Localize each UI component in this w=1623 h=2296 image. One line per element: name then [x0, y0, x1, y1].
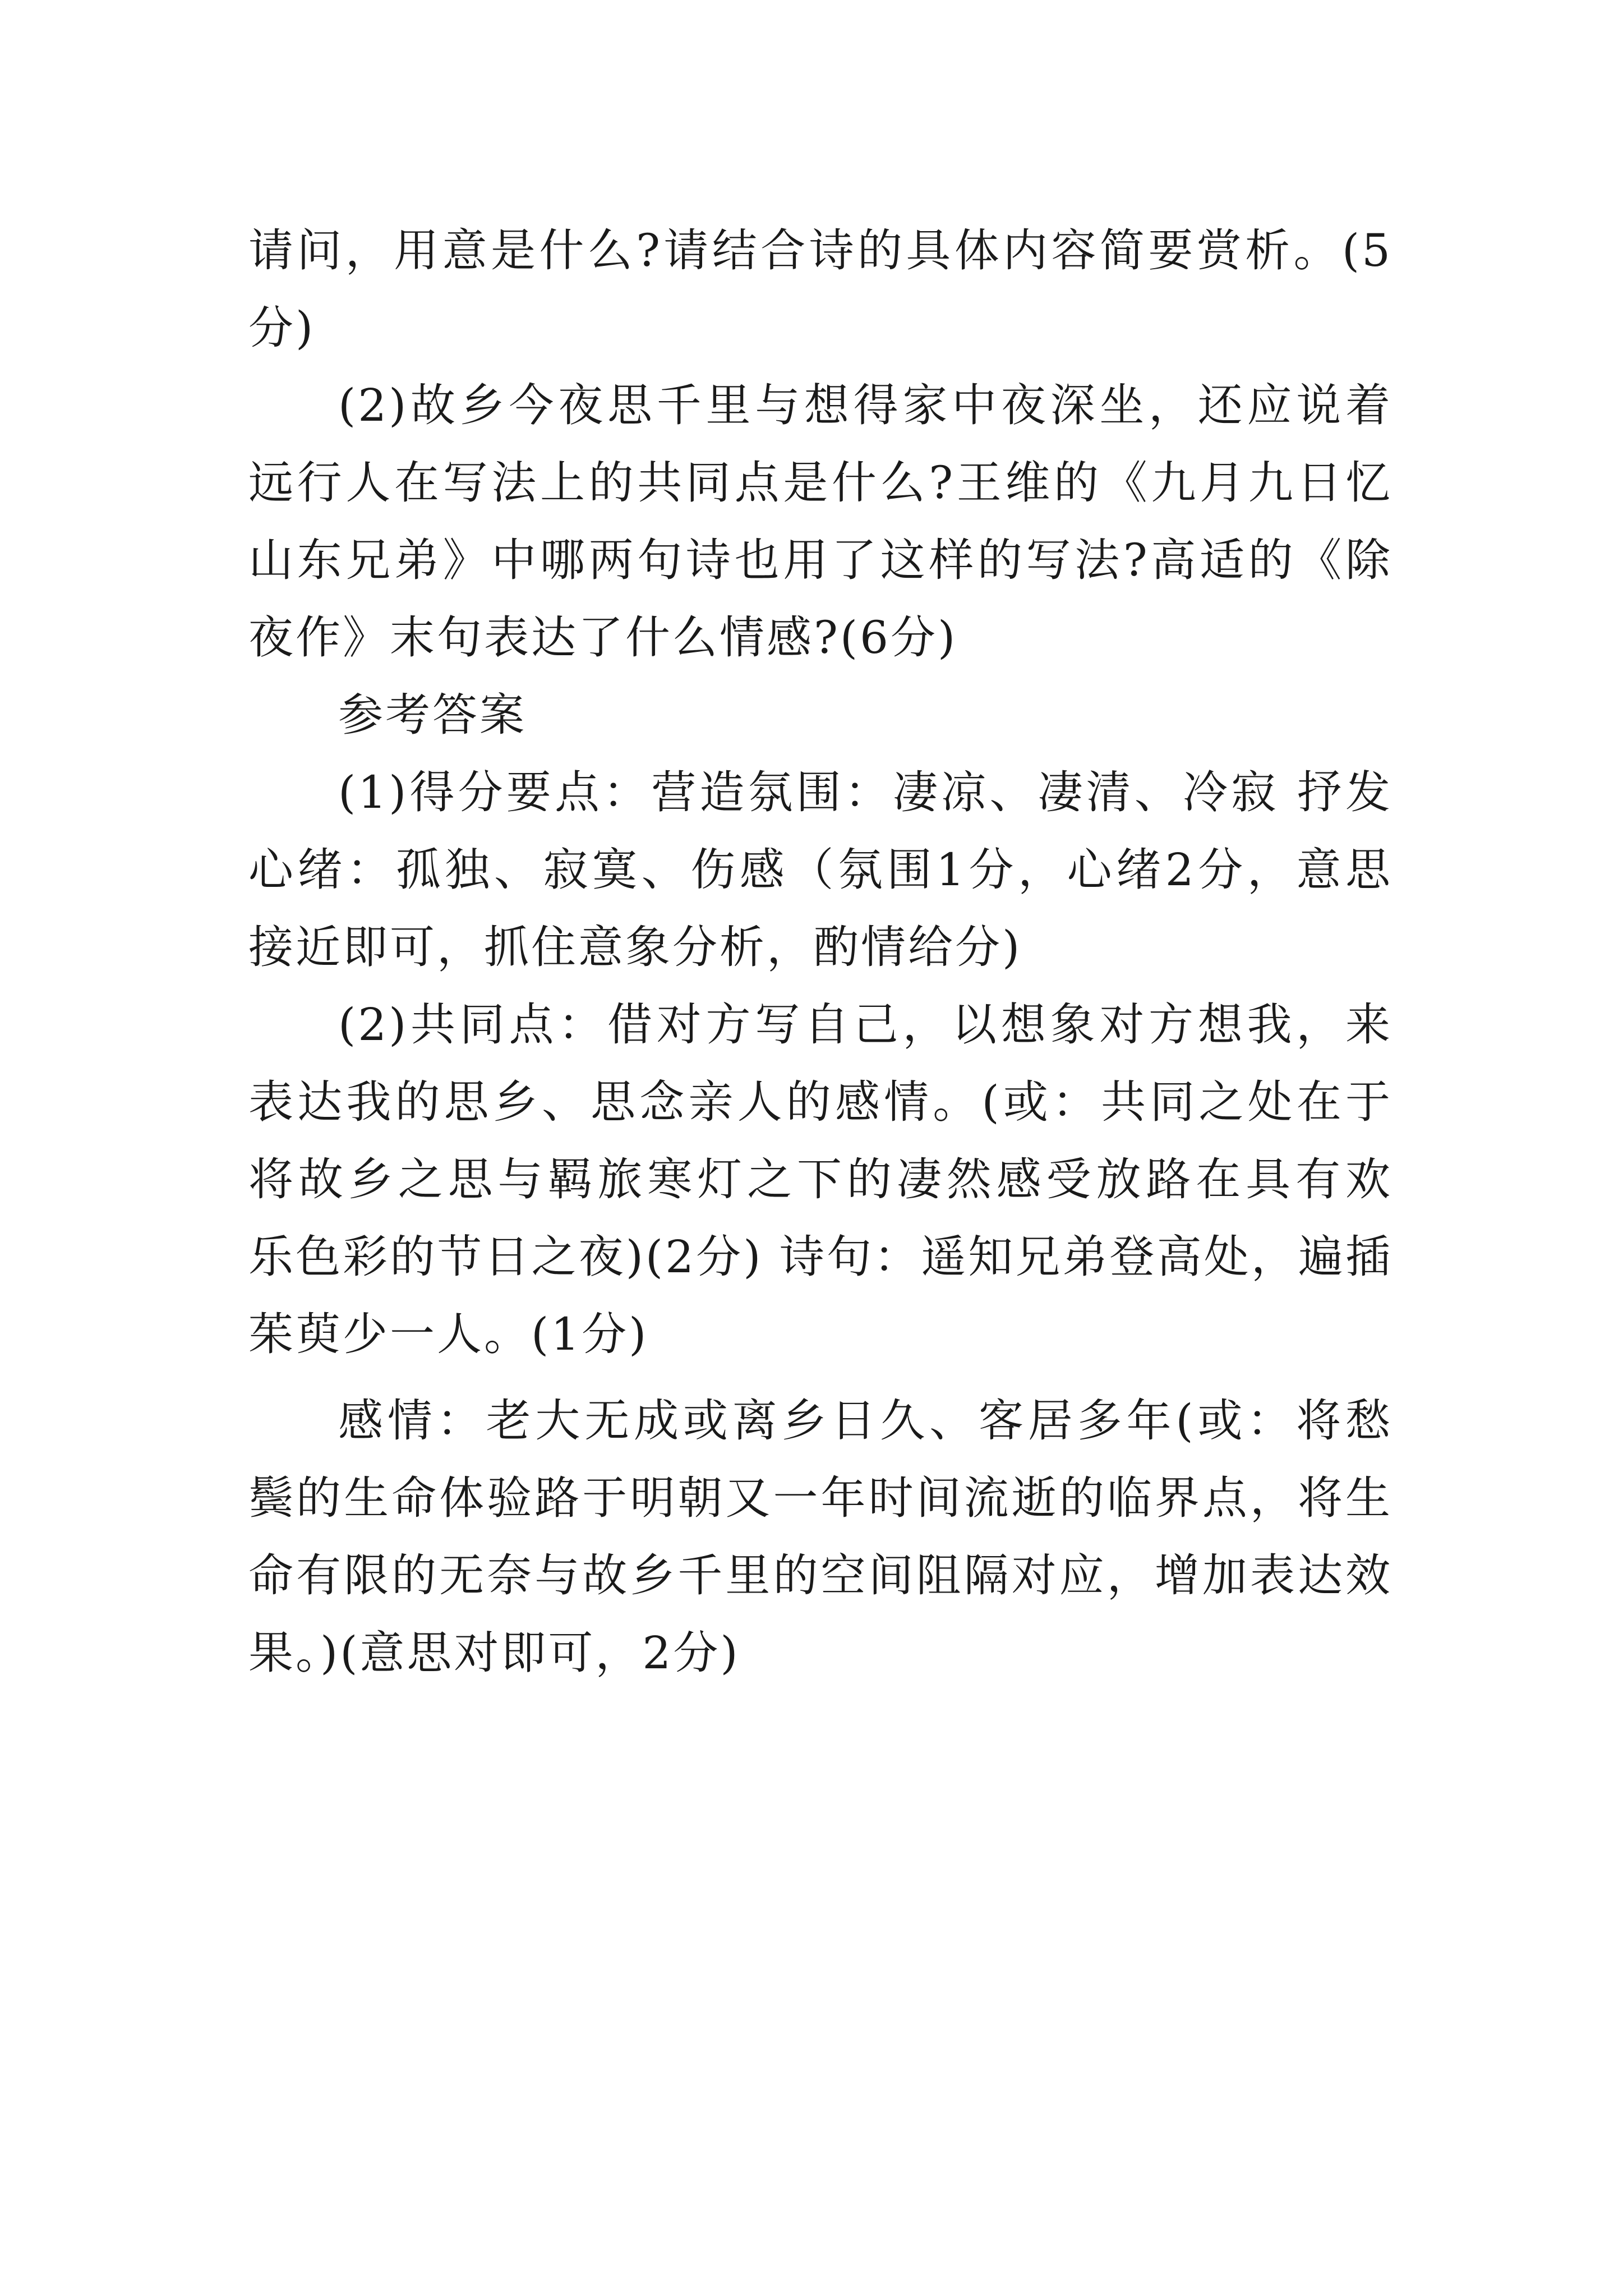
- paragraph-question-2: (2)故乡今夜思千里与想得家中夜深坐，还应说着远行人在写法上的共同点是什么?王维的《九月九日忆山东兄弟》中哪两句诗也用了这样的写法?高适的《除夜作》末句表达了什么情感?(6分): [248, 379, 1393, 664]
- paragraph-answer-1: (1)得分要点：营造氛围：凄凉、凄清、冷寂 抒发心绪：孤独、寂寞、伤感（氛围1分，心绪2分，意思接近即可，抓住意象分析，酌情给分): [248, 766, 1393, 973]
- paragraph-answer-emotion: 感情：老大无成或离乡日久、客居多年(或：将愁鬓的生命体验路于明朝又一年时间流逝的临界点，将生命有限的无奈与故乡千里的空间阻隔对应，增加表达效果。)(意思对即可，2分): [248, 1395, 1393, 1679]
- document-body: [248, 212, 1393, 1692]
- paragraph-question-1-end: 请问，用意是什么?请结合诗的具体内容简要赏析。(5分): [248, 224, 1393, 354]
- paragraph-answer-heading: 参考答案: [338, 689, 527, 741]
- paragraph-answer-2: (2)共同点：借对方写自己，以想象对方想我，来表达我的思乡、思念亲人的感情。(或：共同之处在于将故乡之思与羁旅寒灯之下的凄然感受放路在具有欢 乐色彩的节日之夜)(2分) 诗句：遥知兄弟登高处，遍插茱萸少一人。(1分): [248, 999, 1393, 1360]
